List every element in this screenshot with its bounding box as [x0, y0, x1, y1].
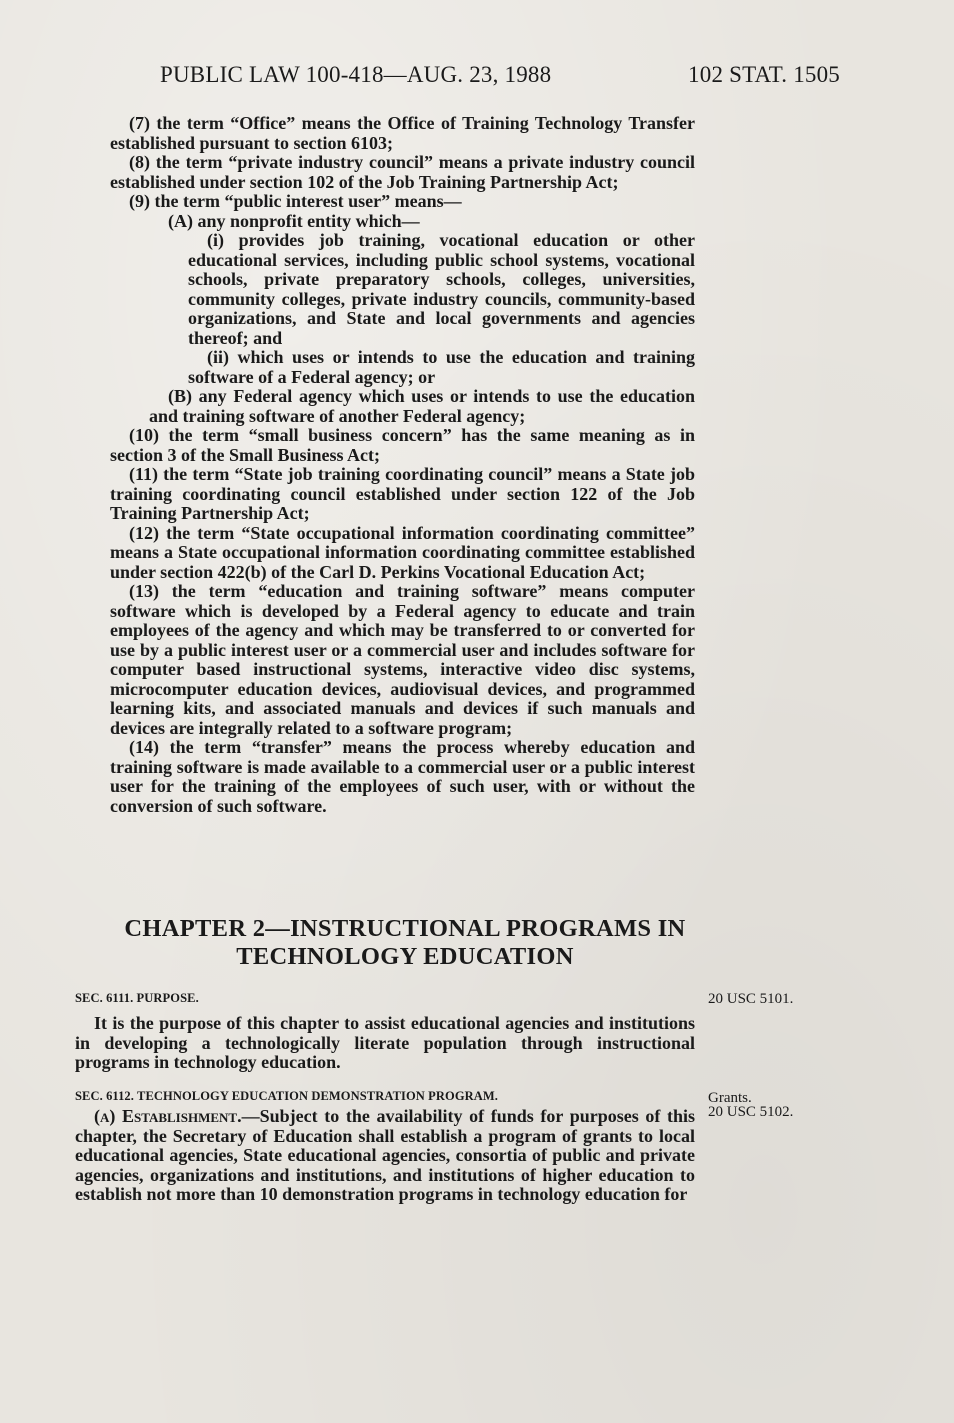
section-6111-usc-note: 20 USC 5101. — [708, 991, 794, 1007]
definition-11: (11) the term “State job training coordinating council” means a State job training coordinating council established under section 122 of the Job Training Partnership Act; — [110, 464, 695, 523]
section-6112-usc-note: 20 USC 5102. — [708, 1104, 794, 1120]
section-6111-text-block — [75, 1014, 695, 1073]
section-6112-text-block — [75, 1107, 695, 1205]
section-6112-establishment-label: (a) Establishment. — [94, 1106, 242, 1126]
definition-13: (13) the term “education and training software” means computer software which is developed by a Federal agency to educate and train employees of the agency and which may be transferred to or converted for use by a public interest user or a commercial user and includes software for computer based instructional systems, interactive video disc systems, microcomputer education devices, audiovisual devices, and programmed learning kits, and associated manuals and devices if such manuals and devices are integrally related to a software program; — [110, 581, 695, 738]
definition-9-a-ii: (ii) which uses or intends to use the education and training software of a Federal agency; or — [188, 347, 695, 387]
header-stat-page: 102 STAT. 1505 — [688, 62, 840, 87]
section-6112-grants-note: Grants. — [708, 1090, 752, 1106]
definition-9-b: (B) any Federal agency which uses or intends to use the education and training software of another Federal agency; — [149, 386, 695, 426]
definition-8: (8) the term “private industry council” means a private industry council established under section 102 of the Job Training Partnership Act; — [110, 152, 695, 192]
definition-9-a-i: (i) provides job training, vocational education or other educational services, including public school systems, vocational schools, private preparatory schools, colleges, universities, community colleges, private industry councils, community-based organizations, and State and local governments and agencies thereof; and — [188, 230, 695, 348]
definition-7: (7) the term “Office” means the Office of Training Technology Transfer established pursuant to section 6103; — [110, 113, 695, 153]
definition-12: (12) the term “State occupational information coordinating committee” means a State occupational information coordinating committee established under section 422(b) of the Carl D. Perkins Vocational Education Act; — [110, 522, 695, 582]
section-6112-paragraph-a — [75, 1107, 695, 1205]
page-header — [160, 62, 840, 92]
section-6111-heading: SEC. 6111. PURPOSE. — [75, 991, 199, 1005]
definition-10: (10) the term “small business concern” has the same meaning as in section 3 of the Small Business Act; — [110, 425, 695, 465]
section-6111-text: It is the purpose of this chapter to assist educational agencies and institutions in developing a technologically literate population through instructional programs in technology education. — [75, 1013, 695, 1073]
definitions-block — [110, 114, 695, 816]
definition-9: (9) the term “public interest user” means— — [129, 191, 462, 211]
definition-14: (14) the term “transfer” means the process whereby education and training software is made available to a commercial user or a public interest user for the training of the employees of such user, with or without the conversion of such software. — [110, 737, 695, 816]
definition-9-a: (A) any nonprofit entity which— — [168, 210, 420, 231]
section-6112-text: —Subject to the availability of funds for purposes of this chapter, the Secretary of Education shall establish a program of grants to local educational agencies, State educational agencies, consortia of public and private agencies, organizations and institutions, and institutions of higher education to establish not more than 10 demonstration programs in technology education for — [75, 1106, 695, 1205]
header-public-law: PUBLIC LAW 100-418—AUG. 23, 1988 — [160, 62, 552, 87]
chapter-heading — [100, 915, 710, 971]
chapter-heading-line-1: CHAPTER 2—INSTRUCTIONAL PROGRAMS IN — [124, 915, 686, 942]
chapter-heading-line-2: TECHNOLOGY EDUCATION — [236, 943, 574, 970]
section-6112-heading: SEC. 6112. TECHNOLOGY EDUCATION DEMONSTRATION PROGRAM. — [75, 1089, 499, 1103]
